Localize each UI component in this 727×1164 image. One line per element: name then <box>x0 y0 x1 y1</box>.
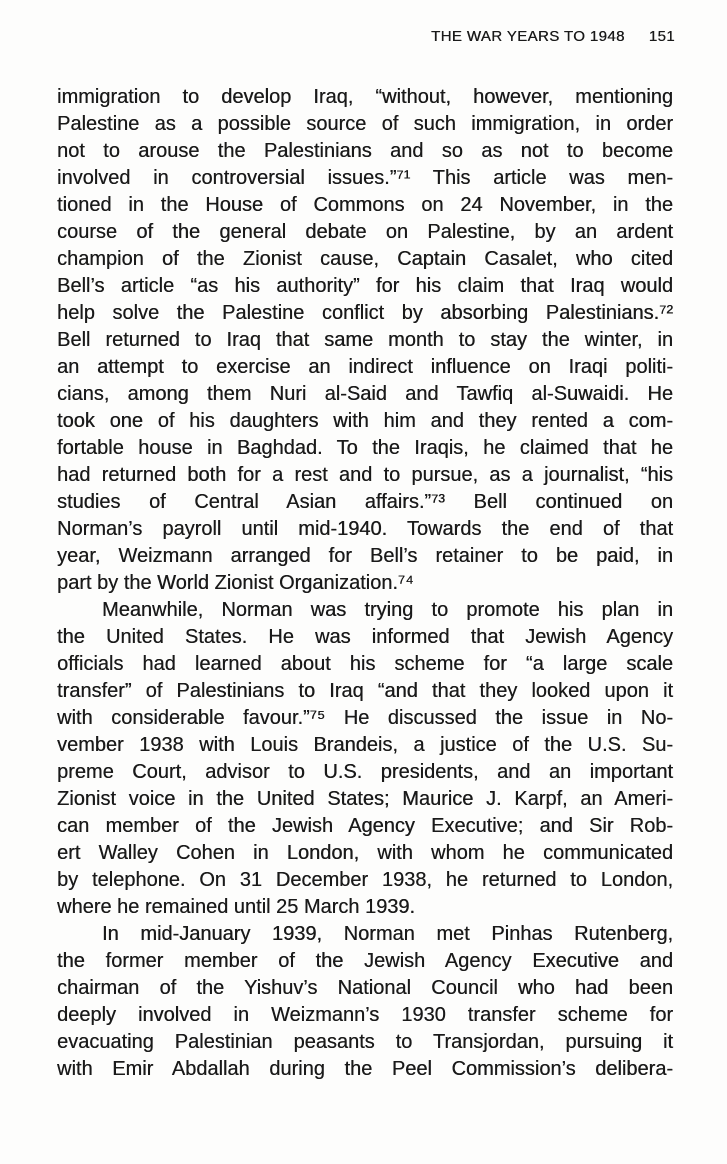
text-line: studies of Central Asian affairs.”⁷³ Bell continued on <box>57 491 673 513</box>
text-line: had returned both for a rest and to pursue, as a journalist, “his <box>57 464 673 486</box>
text-line: ert Walley Cohen in London, with whom he communicated <box>57 842 673 864</box>
text-line: an attempt to exercise an indirect influence on Iraqi politi- <box>57 356 673 378</box>
text-line: preme Court, advisor to U.S. presidents, and an important <box>57 761 673 783</box>
text-line: where he remained until 25 March 1939. <box>57 896 415 918</box>
chapter-title: THE WAR YEARS TO 1948 <box>431 28 625 45</box>
text-line: the United States. He was informed that Jewish Agency <box>57 626 673 648</box>
text-line: help solve the Palestine conflict by absorbing Palestinians.⁷² <box>57 302 673 324</box>
text-line: transfer” of Palestinians to Iraq “and that they looked upon it <box>57 680 673 702</box>
text-line: fortable house in Baghdad. To the Iraqis, he claimed that he <box>57 437 673 459</box>
text-line: Bell returned to Iraq that same month to stay the winter, in <box>57 329 673 351</box>
text-line: chairman of the Yishuv’s National Council who had been <box>57 977 673 999</box>
text-line: vember 1938 with Louis Brandeis, a justice of the U.S. Su- <box>57 734 673 756</box>
text-line: Meanwhile, Norman was trying to promote his plan in <box>102 599 673 621</box>
text-line: Palestine as a possible source of such immigration, in order <box>57 113 673 135</box>
text-line: deeply involved in Weizmann’s 1930 transfer scheme for <box>57 1004 673 1026</box>
paragraph-1 <box>57 84 673 597</box>
text-line: champion of the Zionist cause, Captain Casalet, who cited <box>57 248 673 270</box>
text-line: tioned in the House of Commons on 24 November, in the <box>57 194 673 216</box>
text-line: Norman’s payroll until mid-1940. Towards the end of that <box>57 518 673 540</box>
page-number: 151 <box>648 28 675 45</box>
body-text <box>57 84 673 1083</box>
text-line: Bell’s article “as his authority” for his claim that Iraq would <box>57 275 673 297</box>
text-line: part by the World Zionist Organization.⁷⁴ <box>57 572 414 594</box>
text-line: with considerable favour.”⁷⁵ He discussed the issue in No- <box>57 707 673 729</box>
text-line: took one of his daughters with him and they rented a com- <box>57 410 673 432</box>
paragraph-3 <box>57 921 673 1083</box>
text-line: year, Weizmann arranged for Bell’s retainer to be paid, in <box>57 545 673 567</box>
text-line: In mid-January 1939, Norman met Pinhas Rutenberg, <box>102 923 673 945</box>
text-line: officials had learned about his scheme for “a large scale <box>57 653 673 675</box>
text-line: can member of the Jewish Agency Executive; and Sir Rob- <box>57 815 673 837</box>
text-line: cians, among them Nuri al-Said and Tawfiq al-Suwaidi. He <box>57 383 673 405</box>
text-line: not to arouse the Palestinians and so as not to become <box>57 140 673 162</box>
running-header <box>431 28 675 45</box>
text-line: with Emir Abdallah during the Peel Commission’s delibera- <box>57 1058 673 1080</box>
text-line: the former member of the Jewish Agency Executive and <box>57 950 673 972</box>
paragraph-2 <box>57 597 673 921</box>
text-line: immigration to develop Iraq, “without, however, mentioning <box>57 86 673 108</box>
text-line: Zionist voice in the United States; Maurice J. Karpf, an Ameri- <box>57 788 673 810</box>
text-line: by telephone. On 31 December 1938, he returned to London, <box>57 869 673 891</box>
text-line: involved in controversial issues.”⁷¹ This article was men- <box>57 167 673 189</box>
text-line: evacuating Palestinian peasants to Transjordan, pursuing it <box>57 1031 673 1053</box>
text-line: course of the general debate on Palestine, by an ardent <box>57 221 673 243</box>
